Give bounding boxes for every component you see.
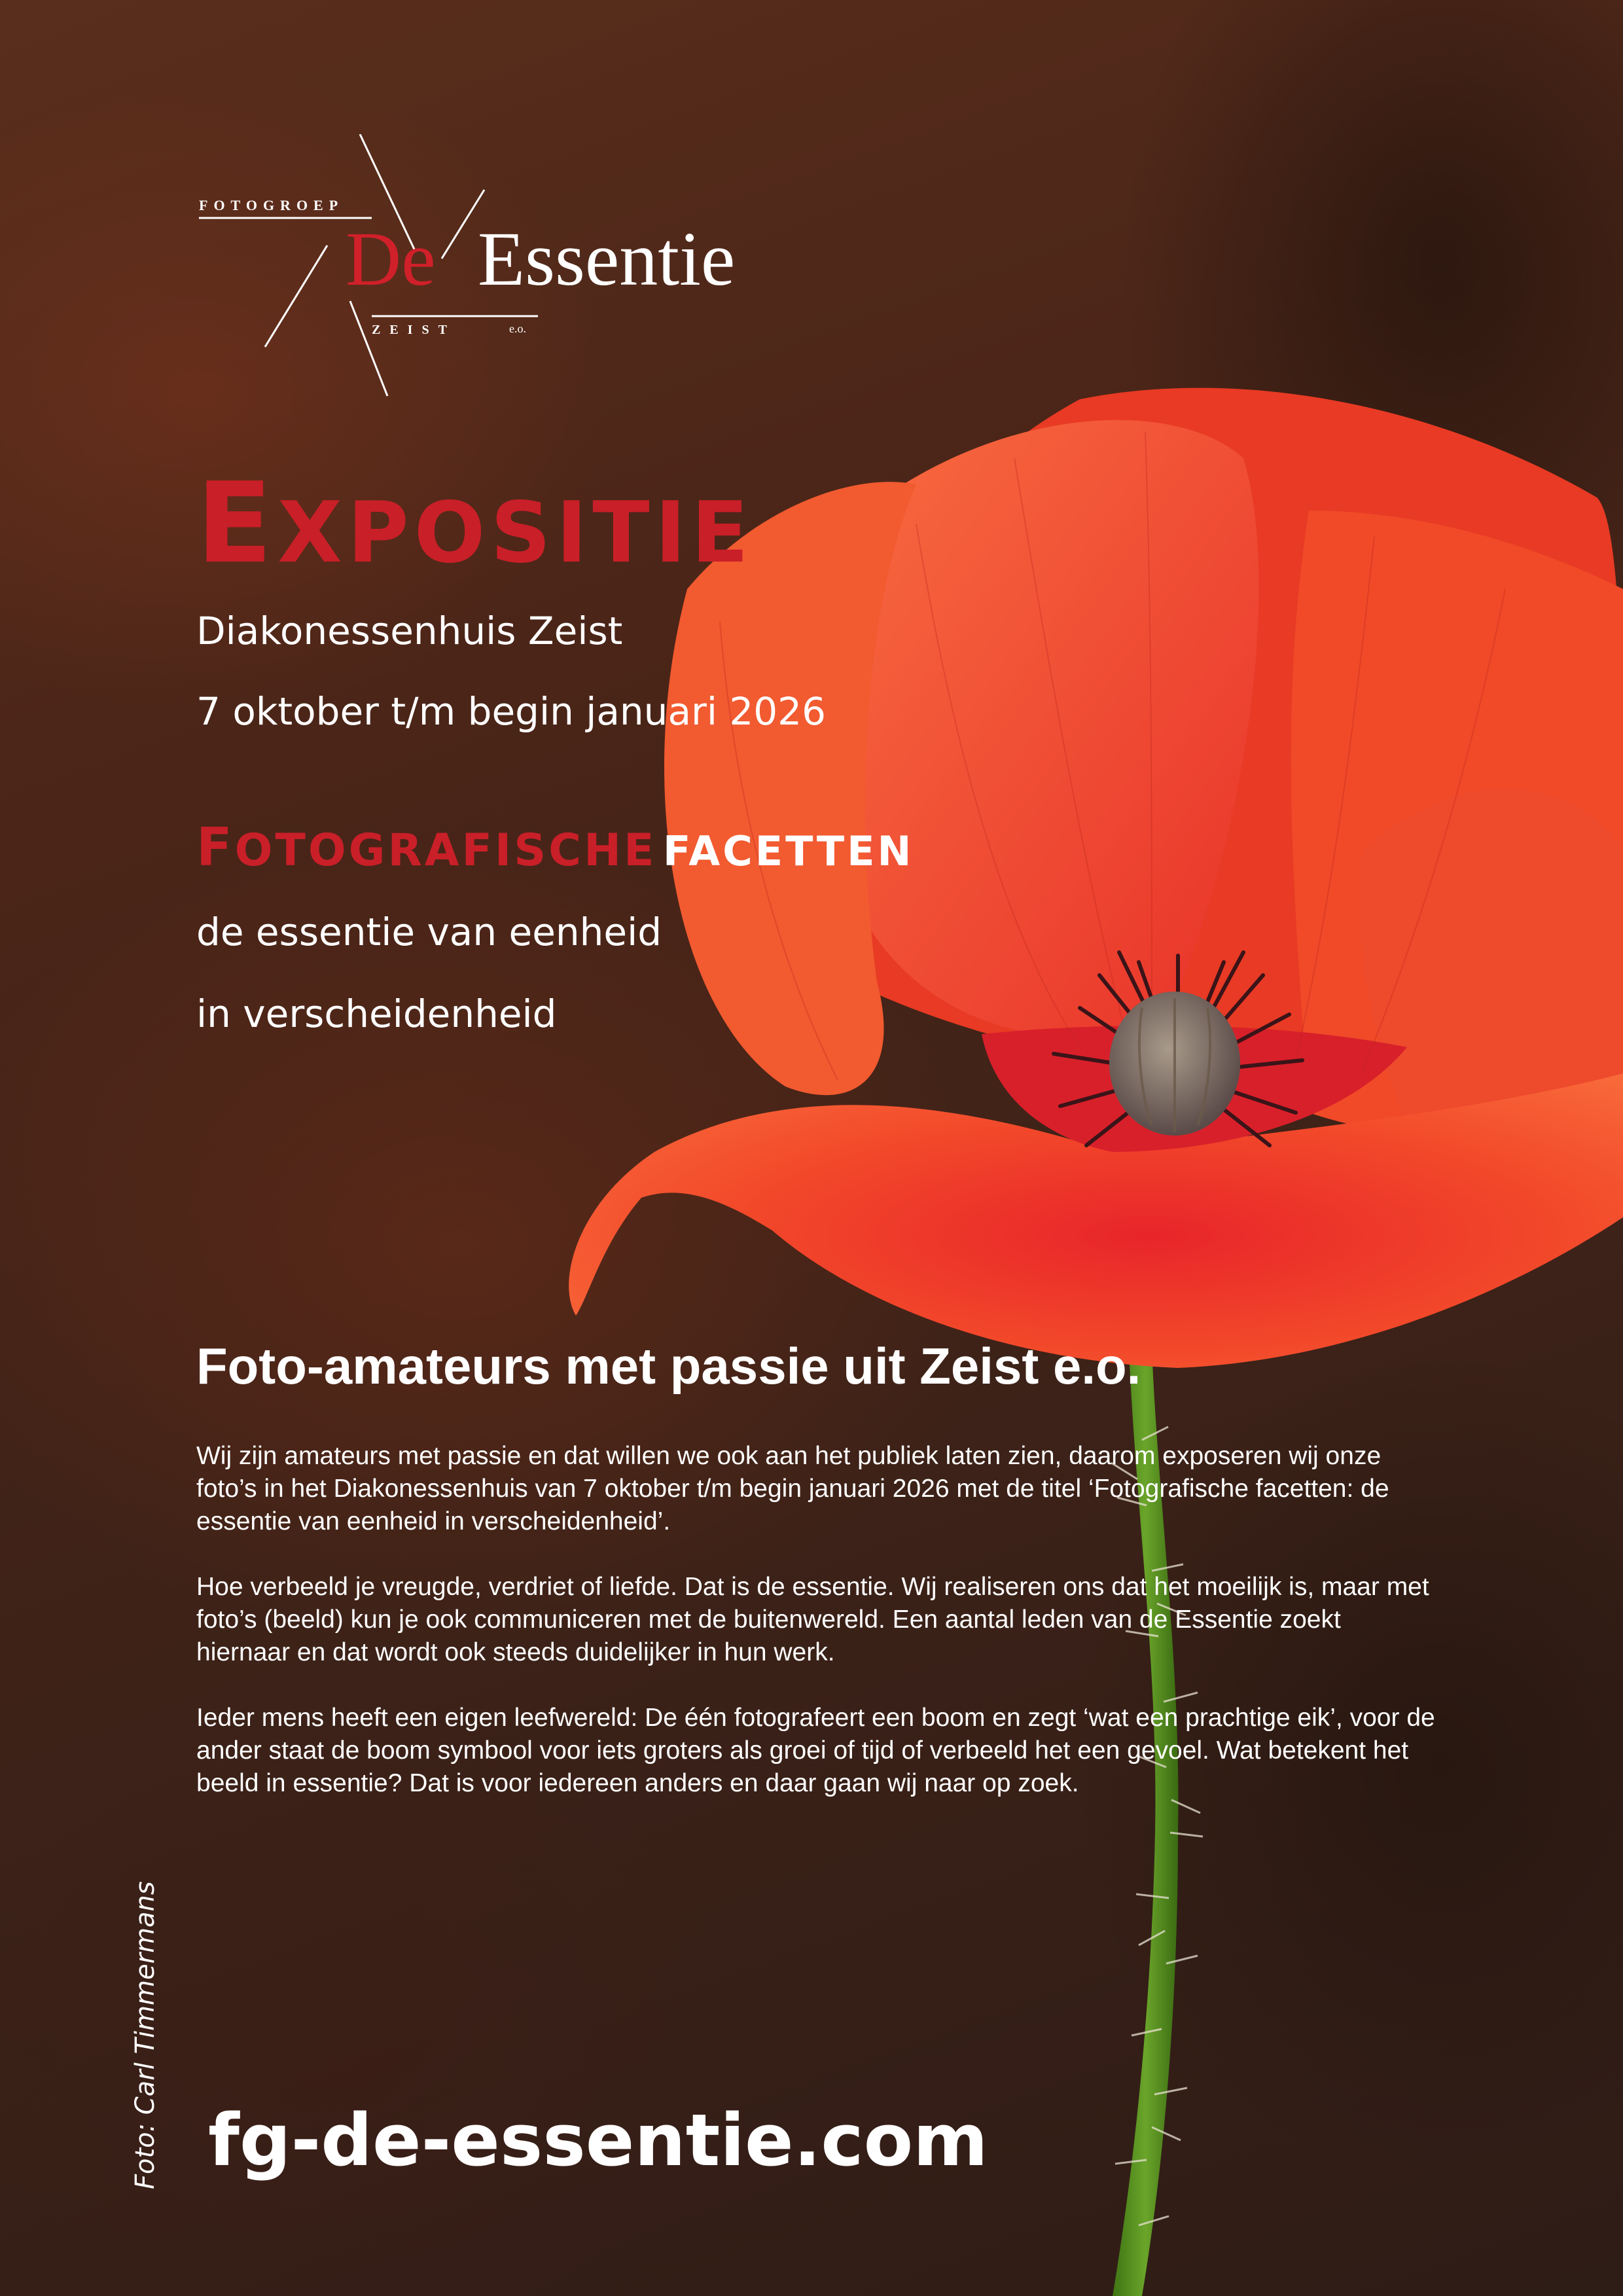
website-url[interactable]: fg-de-essentie.com bbox=[208, 2098, 988, 2182]
theme-red-rest: OTOGRAFISCHE bbox=[234, 825, 657, 876]
body-paragraph: Hoe verbeeld je vreugde, verdriet of liefde. Dat is de essentie. Wij realiseren ons dat het moeilijk is, maar met foto’s (beeld) kun je ook communiceren met de buitenwereld. Een aantal leden van de Essentie zoekt hiernaar en dat wordt ook steeds duidelijker in hun werk. bbox=[196, 1573, 1429, 1666]
tagline-line-2: in verscheidenheid bbox=[196, 992, 557, 1036]
logo-fotogroep-text: FOTOGROEP bbox=[199, 197, 344, 213]
logo-essentie-text: Essentie bbox=[478, 216, 736, 302]
body-paragraph: Ieder mens heeft een eigen leefwereld: De één fotografeert een boom en zegt ‘wat een prachtige eik’, voor de ander staat de boom symbool voor iets groters als groei of tijd of verbeeld het een gevoel. Wat betekent het beeld in essentie? Dat is voor iedereen anders en daar gaan wij naar op zoek. bbox=[196, 1704, 1435, 1797]
theme-red-first-letter: F bbox=[196, 817, 235, 878]
dates-text: 7 oktober t/m begin januari 2026 bbox=[196, 689, 826, 734]
body-text bbox=[196, 1440, 1440, 1833]
photo-credit: Foto: Carl Timmermans bbox=[130, 1881, 160, 2189]
body-heading: Foto-amateurs met passie uit Zeist e.o. bbox=[196, 1337, 1141, 1395]
theme-title bbox=[196, 817, 914, 878]
title-rest: XPOSITIE bbox=[277, 484, 754, 582]
logo-eo-text: e.o. bbox=[509, 322, 526, 335]
exhibition-title bbox=[196, 459, 754, 588]
theme-white-part: FACETTEN bbox=[663, 827, 914, 875]
theme-red-part bbox=[196, 817, 657, 878]
venue-text: Diakonessenhuis Zeist bbox=[196, 609, 623, 653]
tagline-line-1: de essentie van eenheid bbox=[196, 910, 662, 954]
body-paragraph: Wij zijn amateurs met passie en dat willen we ook aan het publiek laten zien, daarom exposeren wij onze foto’s in het Diakonessenhuis van 7 oktober t/m begin januari 2026 met de titel ‘Fotografische facetten: de essentie van eenheid in verscheidenheid’. bbox=[196, 1442, 1389, 1535]
logo-de-text: De bbox=[346, 216, 436, 302]
title-first-letter: E bbox=[196, 459, 278, 588]
logo-zeist-text: ZEIST bbox=[372, 323, 456, 337]
club-logo bbox=[196, 134, 818, 409]
